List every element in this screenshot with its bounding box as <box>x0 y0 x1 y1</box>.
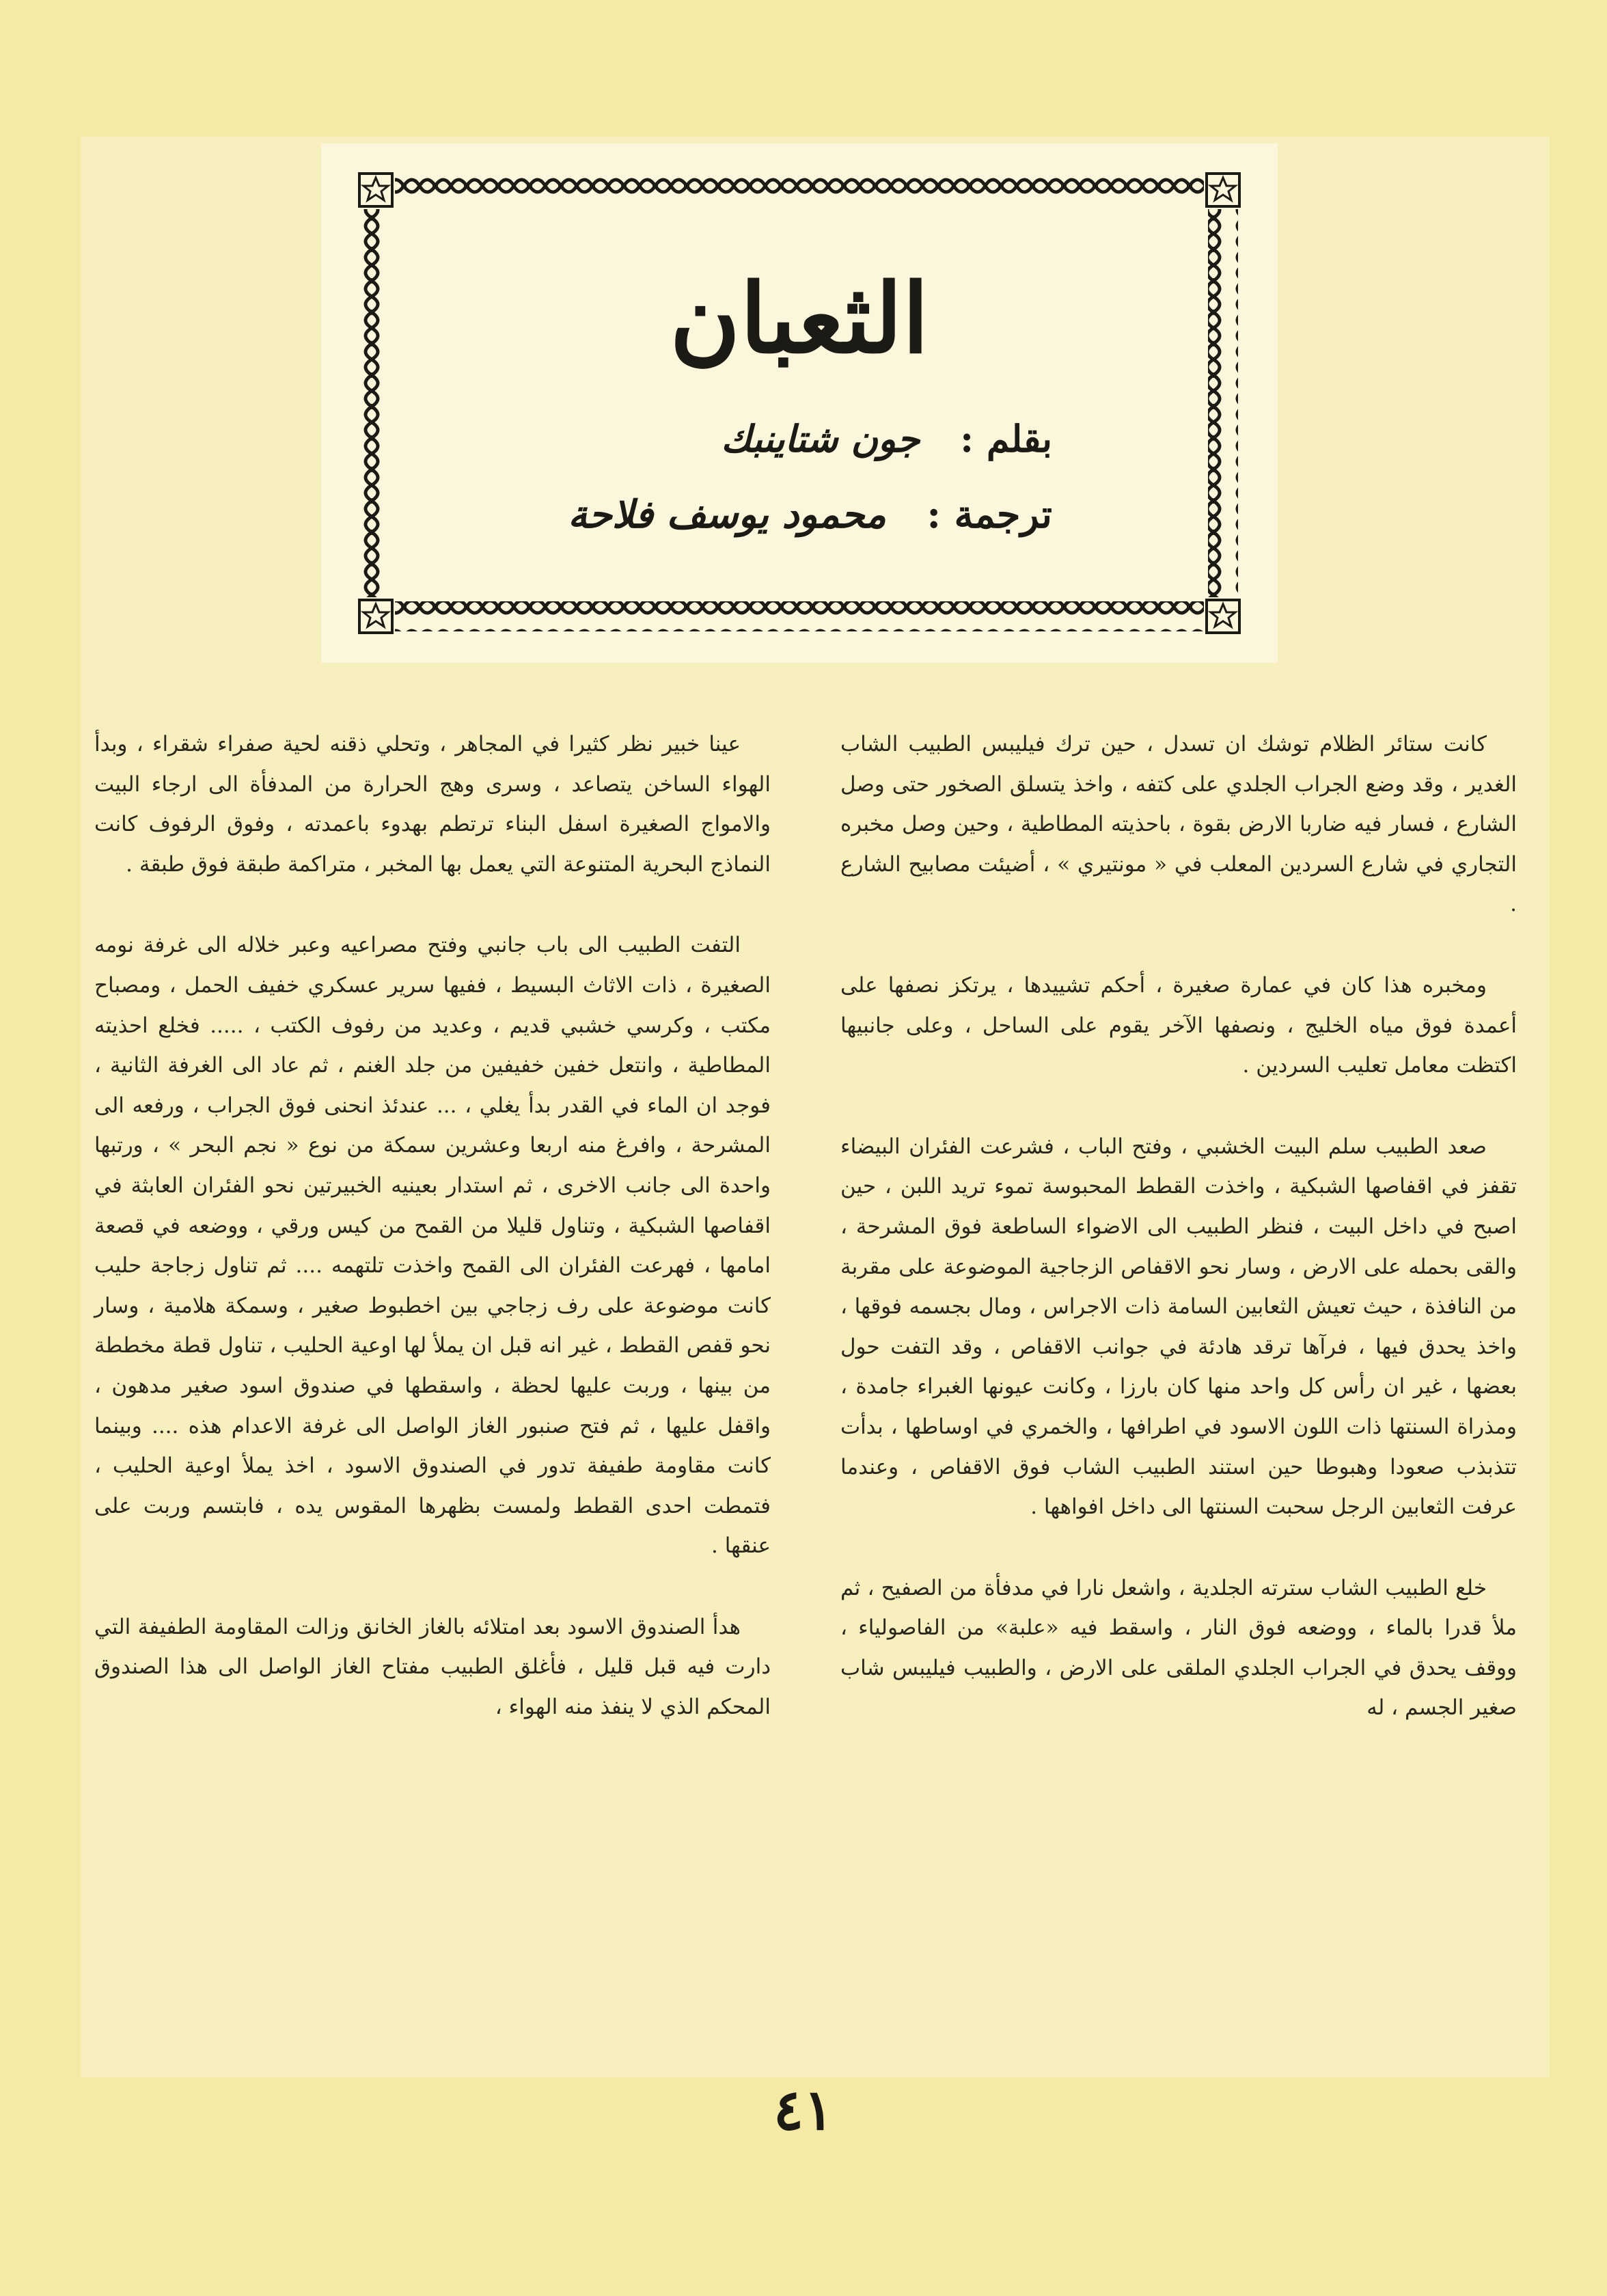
author-label: بقلم : <box>960 417 1052 461</box>
page-number: ٤١ <box>773 2077 834 2143</box>
paragraph: عينا خبير نظر كثيرا في المجاهر ، وتحلي ذقنه لحية صفراء شقراء ، وبدأ الهواء الساخن يتصاعد ، وسرى وهج الحرارة من المدفأة الى ارجاء البيت والامواج الصغيرة اسفل البناء ترتطم بهدوء باعمدته ، وفوق الرفوف كانت النماذج البحرية المتنوعة التي يعمل بها المخبر ، متراكمة طبقة فوق طبقة . <box>94 732 771 877</box>
corner-star-icon <box>1207 174 1239 206</box>
paragraph: خلع الطبيب الشاب سترته الجلدية ، واشعل نارا في مدفأة من الصفيح ، ثم ملأ قدرا بالماء ، ووضعه فوق النار ، واسقط فيه «علبة» من الفاصولياء ، ووقف يحدق في الجراب الجلدي الملقى على الارض ، والطبيب فيليبس شاب صغير الجسم ، له <box>840 1575 1517 1721</box>
border-top <box>395 175 1204 205</box>
corner-star-icon <box>359 174 392 206</box>
paragraph: صعد الطبيب سلم البيت الخشبي ، وفتح الباب ، فشرعت الفئران البيضاء تقفز في اقفاصها الشبكية ، واخذت القطط المحبوسة تموء تريد اللبن ، حين اصبح في داخل البيت ، فنظر الطبيب الى الاضواء الساطعة فوق المشرحة ، والقى بحمله على الارض ، وسار نحو الاقفاص الزجاجية الموضوعة على مقربة من النافذة ، حيث تعيش الثعابين السامة ذات الاجراس ، ومال بجسمه فوقها ، واخذ يحدق فيها ، فرآها ترقد هادئة في جوانب الاقفاص ، وقد التفت حول بعضها ، غير ان رأس كل واحد منها كان بارزا ، وكانت عيونها الغبراء جامدة ، ومذراة السنتها ذات اللون الاسود في اطرافها ، والخمري في اوساطها ، بدأت تتذبذب صعودا وهبوطا حين استند الطبيب الشاب فوق الاقفاص ، وعندما عرفت الثعابين الرجل سحبت السنتها الى داخل افواهها . <box>840 1134 1517 1520</box>
story-title: الثعبان <box>670 263 929 375</box>
corner-star-icon <box>359 600 392 633</box>
article-column-left <box>94 724 771 1768</box>
border-bottom <box>395 601 1204 631</box>
translator-label: ترجمة : <box>926 492 1052 537</box>
translator-name: محمود يوسف فلاحة <box>568 492 886 537</box>
paragraph: ومخبره هذا كان في عمارة صغيرة ، أحكم تشييدها ، يرتكز نصفها على أعمدة فوق مياه الخليج ، ونصفها الآخر يقوم على الساحل ، وعلى جانبيها اكتظت معامل تعليب السردين . <box>840 972 1517 1078</box>
author-name: جون شتاينبك <box>721 417 920 461</box>
title-frame <box>321 144 1278 663</box>
author-credit <box>721 417 1052 461</box>
article-column-right <box>840 724 1517 1769</box>
ornamental-border <box>357 171 1242 636</box>
paragraph: هدأ الصندوق الاسود بعد امتلائه بالغاز الخانق وزالت المقاومة الطفيفة التي دارت فيه قبل قليل ، فأغلق الطبيب مفتاح الغاز الواصل الى هذا الصندوق المحكم الذي لا ينفذ منه الهواء ، <box>94 1614 771 1720</box>
paragraph: كانت ستائر الظلام توشك ان تسدل ، حين ترك فيليبس الطبيب الشاب الغدير ، وقد وضع الجراب الجلدي على كتفه ، واخذ يتسلق الصخور حتى وصل الشارع ، فسار فيه ضاربا الارض بقوة ، باحذيته المطاطية ، وحين وصل مخبره التجاري في شارع السردين المعلب في « مونتيري » ، أضيئت مصابيح الشارع . <box>840 732 1517 917</box>
paragraph: التفت الطبيب الى باب جانبي وفتح مصراعيه وعبر خلاله الى غرفة نومه الصغيرة ، ذات الاثاث البسيط ، ففيها سرير عسكري خفيف الحمل ، ومصباح مكتب ، وكرسي خشبي قديم ، وعديد من رفوف الكتب ، ..... فخلع احذيته المطاطية ، وانتعل خفين خفيفين من جلد الغنم ، ثم عاد الى الغرفة الثانية ، فوجد ان الماء في القدر بدأ يغلي ، ... عندئذ انحنى فوق الجراب ، ورفعه الى المشرحة ، وافرغ منه اربعا وعشرين سمكة من نوع « نجم البحر » ، ورتبها واحدة الى جانب الاخرى ، ثم استدار بعينيه الخبيرتين نحو الفئران العابثة في اقفاصها الشبكية ، وتناول قليلا من القمح من كيس ورقي ، ووضعه في قصعة امامها ، فهرعت الفئران الى القمح واخذت تلتهمه .... ثم تناول زجاجة حليب كانت موضوعة على رف زجاجي بين اخطبوط صغير ، وسمكة هلامية ، وسار نحو قفص القطط ، غير انه قبل ان يملأ لها اوعية الحليب ، تناول قطة مخططة من بينها ، وربت عليها لحظة ، واسقطها في صندوق اسود صغير مدهون ، واقفل عليها ، ثم فتح صنبور الغاز الواصل الى غرفة الاعدام هذه .... وبينما كانت مقاومة طفيفة تدور في الصندوق الاسود ، اخذ يملأ اوعية الحليب ، فتمطت احدى القطط ولمست بظهرها المقوس يده ، فابتسم وربت على عنقها . <box>94 933 771 1559</box>
translator-credit <box>568 492 1052 537</box>
corner-star-icon <box>1207 600 1239 633</box>
